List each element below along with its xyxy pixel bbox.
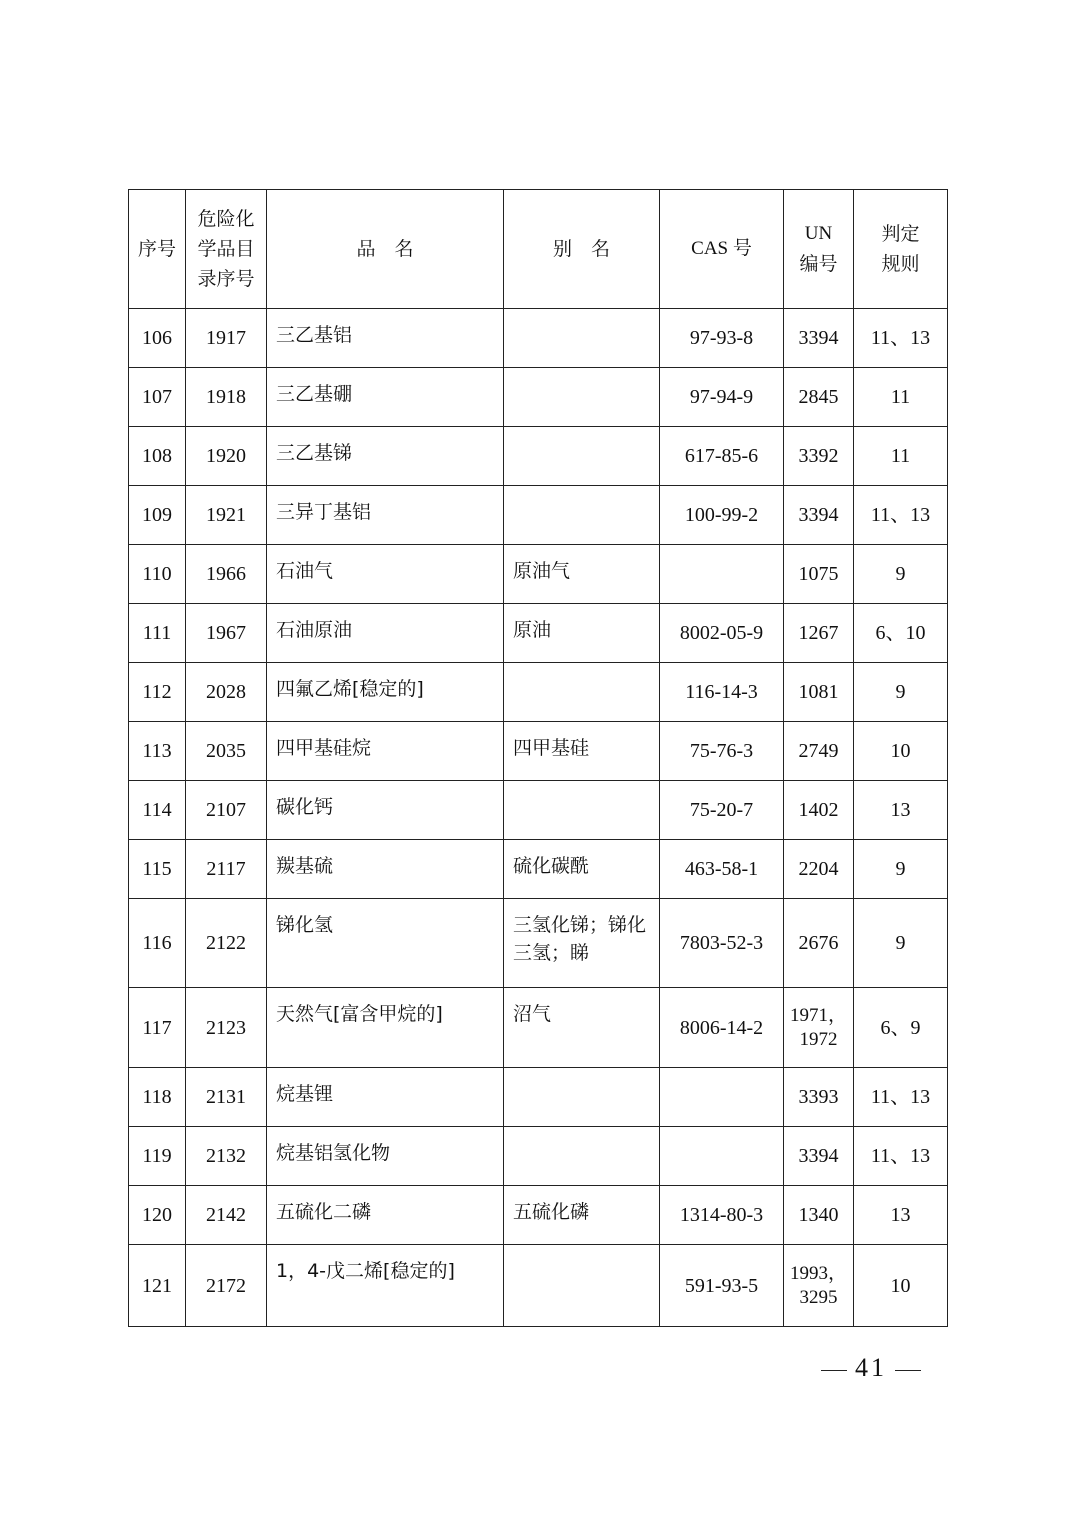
cell-name: 三乙基硼 [267, 368, 504, 427]
cell-catalog-seq: 1966 [186, 545, 267, 604]
cell-cas: 100-99-2 [660, 486, 784, 545]
cell-catalog-seq: 2132 [186, 1127, 267, 1186]
cell-catalog-seq: 2123 [186, 988, 267, 1068]
cell-alias [504, 1245, 660, 1327]
cell-alias [504, 427, 660, 486]
cell-un: 2204 [784, 840, 854, 899]
table-row [129, 988, 948, 1068]
cell-rule: 9 [854, 663, 948, 722]
cell-catalog-seq: 1917 [186, 309, 267, 368]
cell-alias: 原油气 [504, 545, 660, 604]
cell-name: 1，4-戊二烯[稳定的] [267, 1245, 504, 1327]
cell-cas: 617-85-6 [660, 427, 784, 486]
cell-seq: 117 [129, 988, 186, 1068]
cell-un: 1075 [784, 545, 854, 604]
cell-name: 石油气 [267, 545, 504, 604]
cell-catalog-seq: 2028 [186, 663, 267, 722]
cell-catalog-seq: 2172 [186, 1245, 267, 1327]
cell-catalog-seq: 2107 [186, 781, 267, 840]
cell-name: 四甲基硅烷 [267, 722, 504, 781]
cell-seq: 109 [129, 486, 186, 545]
cell-rule: 10 [854, 722, 948, 781]
page-number-dash-left [821, 1370, 847, 1371]
cell-cas: 7803-52-3 [660, 899, 784, 988]
table-row [129, 663, 948, 722]
cell-un [784, 988, 854, 1068]
cell-name: 烷基锂 [267, 1068, 504, 1127]
cell-catalog-seq: 2142 [186, 1186, 267, 1245]
cell-un: 2845 [784, 368, 854, 427]
cell-name: 天然气[富含甲烷的] [267, 988, 504, 1068]
table-row [129, 899, 948, 988]
cell-name: 四氟乙烯[稳定的] [267, 663, 504, 722]
table-row [129, 1127, 948, 1186]
cell-alias: 三氢化锑；锑化三氢；睇 [504, 899, 660, 988]
cell-catalog-seq: 2122 [186, 899, 267, 988]
cell-seq: 110 [129, 545, 186, 604]
table-row [129, 1068, 948, 1127]
cell-un: 3394 [784, 486, 854, 545]
cell-alias: 沼气 [504, 988, 660, 1068]
cell-catalog-seq: 2117 [186, 840, 267, 899]
table-row [129, 427, 948, 486]
cell-name: 锑化氢 [267, 899, 504, 988]
cell-cas: 8002-05-9 [660, 604, 784, 663]
cell-cas: 8006-14-2 [660, 988, 784, 1068]
cell-cas: 591-93-5 [660, 1245, 784, 1327]
cell-alias [504, 486, 660, 545]
cell-name: 三乙基铝 [267, 309, 504, 368]
cell-un: 3394 [784, 309, 854, 368]
cell-rule: 6、10 [854, 604, 948, 663]
header-cas: CAS 号 [660, 190, 784, 309]
un-code-part: 3295 [799, 1286, 838, 1308]
cell-cas: 463-58-1 [660, 840, 784, 899]
table-row [129, 545, 948, 604]
cell-alias [504, 309, 660, 368]
cell-catalog-seq: 2131 [186, 1068, 267, 1127]
table-row [129, 368, 948, 427]
cell-un [784, 1245, 854, 1327]
table-row [129, 781, 948, 840]
cell-cas: 97-94-9 [660, 368, 784, 427]
cell-rule: 9 [854, 545, 948, 604]
cell-rule: 11 [854, 427, 948, 486]
cell-catalog-seq: 1918 [186, 368, 267, 427]
cell-name: 三异丁基铝 [267, 486, 504, 545]
cell-cas: 116-14-3 [660, 663, 784, 722]
cell-rule: 6、9 [854, 988, 948, 1068]
header-catalog-seq: 危险化 学品目 录序号 [186, 190, 267, 309]
cell-cas [660, 1127, 784, 1186]
cell-alias [504, 368, 660, 427]
cell-rule: 13 [854, 1186, 948, 1245]
cell-rule: 11、13 [854, 309, 948, 368]
cell-un: 2676 [784, 899, 854, 988]
cell-alias [504, 781, 660, 840]
cell-alias: 五硫化磷 [504, 1186, 660, 1245]
table-row [129, 722, 948, 781]
cell-seq: 120 [129, 1186, 186, 1245]
cell-cas [660, 545, 784, 604]
cell-name: 三乙基锑 [267, 427, 504, 486]
header-un: UN 编号 [784, 190, 854, 309]
cell-catalog-seq: 1920 [186, 427, 267, 486]
header-rule: 判定 规则 [854, 190, 948, 309]
cell-rule: 11 [854, 368, 948, 427]
table-row [129, 1186, 948, 1245]
cell-cas: 75-20-7 [660, 781, 784, 840]
table-row [129, 840, 948, 899]
header-name: 品 名 [267, 190, 504, 309]
cell-rule: 13 [854, 781, 948, 840]
cell-un: 1402 [784, 781, 854, 840]
un-code-part: 1993， [789, 1262, 847, 1284]
cell-seq: 108 [129, 427, 186, 486]
page-number-value: 41 [855, 1353, 887, 1382]
cell-name: 羰基硫 [267, 840, 504, 899]
cell-seq: 106 [129, 309, 186, 368]
cell-rule: 10 [854, 1245, 948, 1327]
cell-alias [504, 663, 660, 722]
header-alias: 别 名 [504, 190, 660, 309]
cell-un: 1081 [784, 663, 854, 722]
cell-name: 烷基铝氢化物 [267, 1127, 504, 1186]
cell-cas: 1314-80-3 [660, 1186, 784, 1245]
cell-catalog-seq: 2035 [186, 722, 267, 781]
cell-alias [504, 1127, 660, 1186]
cell-seq: 107 [129, 368, 186, 427]
cell-alias: 四甲基硅 [504, 722, 660, 781]
cell-seq: 118 [129, 1068, 186, 1127]
page-number-dash-right [895, 1370, 921, 1371]
chemical-catalog-table [128, 189, 948, 1327]
cell-seq: 119 [129, 1127, 186, 1186]
un-code-part: 1972 [799, 1028, 838, 1050]
table-body [129, 309, 948, 1327]
cell-name: 碳化钙 [267, 781, 504, 840]
cell-alias [504, 1068, 660, 1127]
cell-seq: 113 [129, 722, 186, 781]
table-row [129, 1245, 948, 1327]
cell-seq: 121 [129, 1245, 186, 1327]
cell-seq: 112 [129, 663, 186, 722]
cell-rule: 9 [854, 840, 948, 899]
cell-rule: 11、13 [854, 486, 948, 545]
page-number [808, 1353, 934, 1383]
cell-un: 1340 [784, 1186, 854, 1245]
table-row [129, 309, 948, 368]
cell-seq: 116 [129, 899, 186, 988]
cell-catalog-seq: 1967 [186, 604, 267, 663]
cell-un: 3393 [784, 1068, 854, 1127]
cell-un: 3394 [784, 1127, 854, 1186]
table-row [129, 486, 948, 545]
cell-cas [660, 1068, 784, 1127]
cell-name: 石油原油 [267, 604, 504, 663]
cell-alias: 原油 [504, 604, 660, 663]
cell-cas: 75-76-3 [660, 722, 784, 781]
cell-rule: 11、13 [854, 1068, 948, 1127]
un-code-part: 1971， [789, 1004, 847, 1026]
cell-cas: 97-93-8 [660, 309, 784, 368]
header-seq: 序号 [129, 190, 186, 309]
cell-un: 1267 [784, 604, 854, 663]
cell-rule: 11、13 [854, 1127, 948, 1186]
cell-seq: 115 [129, 840, 186, 899]
cell-seq: 114 [129, 781, 186, 840]
table-row [129, 604, 948, 663]
cell-rule: 9 [854, 899, 948, 988]
cell-name: 五硫化二磷 [267, 1186, 504, 1245]
table-header-row [129, 190, 948, 309]
cell-un: 3392 [784, 427, 854, 486]
cell-catalog-seq: 1921 [186, 486, 267, 545]
cell-alias: 硫化碳酰 [504, 840, 660, 899]
cell-seq: 111 [129, 604, 186, 663]
cell-un: 2749 [784, 722, 854, 781]
